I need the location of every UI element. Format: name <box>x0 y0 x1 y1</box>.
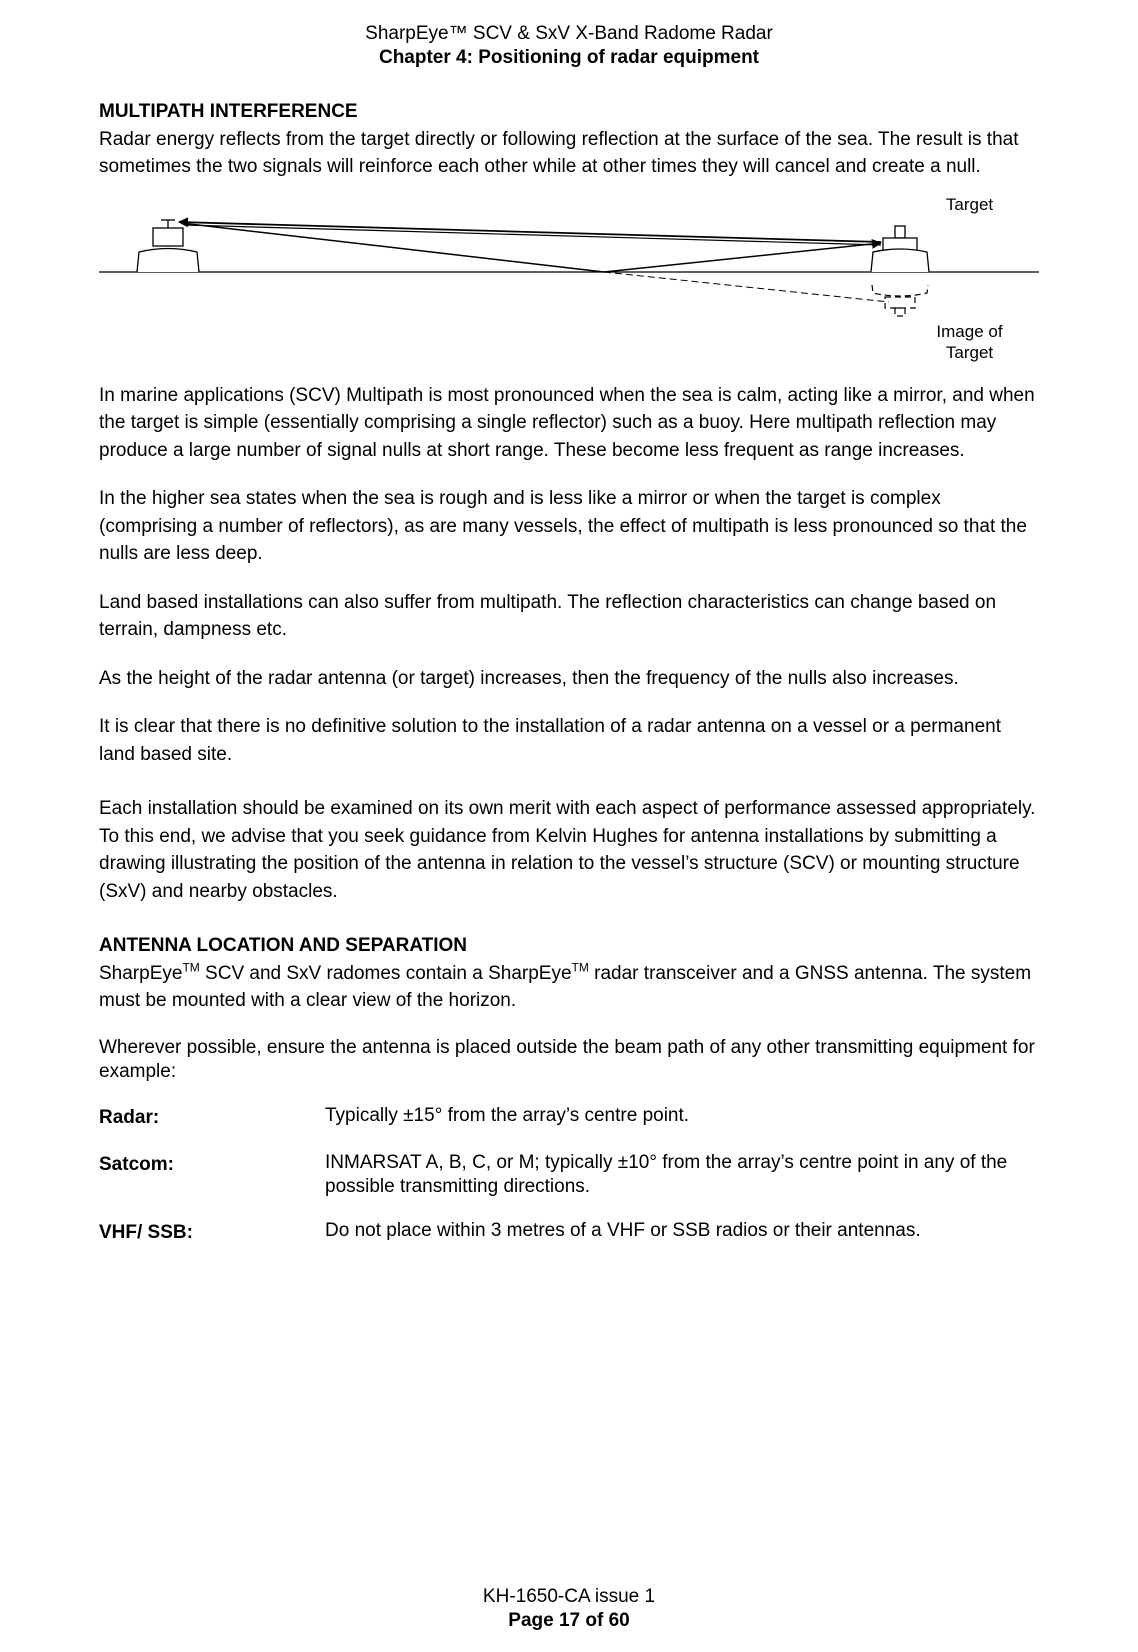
spec-row-vhf-ssb <box>99 1219 1039 1247</box>
multipath-diagram-svg <box>99 187 1039 382</box>
label-image-line2: Target <box>945 342 994 362</box>
page-footer <box>0 1585 1138 1633</box>
image-path-dashed <box>604 272 889 302</box>
text-sharpeye: SharpEye <box>99 962 183 984</box>
page-number: Page 17 of 60 <box>508 1610 630 1631</box>
spec-desc: Do not place within 3 metres of a VHF or SSB radios or their antennas. <box>325 1220 921 1241</box>
reflected-path-outgoing <box>181 223 604 272</box>
paragraph-radomes <box>99 960 1039 1015</box>
spec-term: Satcom: <box>99 1154 174 1175</box>
target-image-icon <box>872 285 928 316</box>
radar-ship-icon <box>137 220 199 272</box>
paragraph-sea-states: In the higher sea states when the sea is rough and is less like a mirror or when the target is complex (comprising a number of reflectors), as are many vessels, the effect of multipath is less pronounced so that the nulls are less deep. <box>99 488 1027 564</box>
multipath-diagram <box>99 187 1039 382</box>
paragraph-marine: In marine applications (SCV) Multipath is most pronounced when the sea is calm, acting like a mirror, and when the target is simple (essentially comprising a single reflector) such as a buoy. Here multipath reflection may produce a large number of signal nulls at short range. These become less frequent as range increases. <box>99 384 1035 461</box>
spec-term: VHF/ SSB: <box>99 1222 193 1243</box>
page-header <box>0 22 1138 70</box>
direct-path-line <box>179 222 881 242</box>
label-target: Target <box>945 194 994 214</box>
spec-row-satcom <box>99 1151 1039 1199</box>
paragraph-height: As the height of the radar antenna (or target) increases, then the frequency of the nulls also increases. <box>99 667 959 689</box>
section-heading-antenna-location: ANTENNA LOCATION AND SEPARATION <box>99 935 468 956</box>
paragraph-no-solution: It is clear that there is no definitive solution to the installation of a radar antenna on a vessel or a permanent land based site. <box>99 716 1001 765</box>
target-ship-icon <box>871 226 929 272</box>
trademark-sup: TM <box>182 960 200 975</box>
trademark-sup: TM <box>571 960 589 975</box>
spec-desc: INMARSAT A, B, C, or M; typically ±10° from the array’s centre point in any of the possible transmitting directions. <box>325 1152 1008 1197</box>
document-reference: KH-1650-CA issue 1 <box>482 1586 656 1607</box>
spec-desc: Typically ±15° from the array’s centre point. <box>325 1104 690 1126</box>
text-radomes-contain: SCV and SxV radomes contain a SharpEye <box>199 962 572 984</box>
paragraph-land-based: Land based installations can also suffer from multipath. The reflection characteristics can change based on terrain, dampness etc. <box>99 591 997 640</box>
section-heading-multipath: MULTIPATH INTERFERENCE <box>99 101 358 122</box>
document-title: SharpEye™ SCV & SxV X-Band Radome Radar <box>365 23 773 44</box>
label-image-line1: Image of <box>936 321 1003 341</box>
spec-term: Radar: <box>99 1106 160 1128</box>
spec-row-radar <box>99 1104 1039 1132</box>
label-image-of-target <box>907 321 1032 363</box>
paragraph-each-installation: Each installation should be examined on its own merit with each aspect of performance assessed appropriately. To this end, we advise that you seek guidance from Kelvin Hughes for antenna installations by submitting a drawing illustrating the position of the antenna in relation to the vessel’s structure (SCV) or mounting structure (SxV) and nearby obstacles. <box>99 798 1036 902</box>
reflected-path-incoming <box>604 243 881 272</box>
paragraph-intro: Radar energy reflects from the target directly or following reflection at the surface of the sea. The result is that sometimes the two signals will reinforce each other while at other times they will cancel and create a null. <box>99 128 1019 177</box>
page-content <box>99 98 1039 1247</box>
paragraph-beam-path: Wherever possible, ensure the antenna is placed outside the beam path of any other transmitting equipment for example: <box>99 1036 1035 1082</box>
chapter-title: Chapter 4: Positioning of radar equipment <box>378 47 760 68</box>
text-radar-transceiver: radar transceiver and a GNSS antenna. The system must be mounted with a clear view of the horizon. <box>99 962 1032 1011</box>
